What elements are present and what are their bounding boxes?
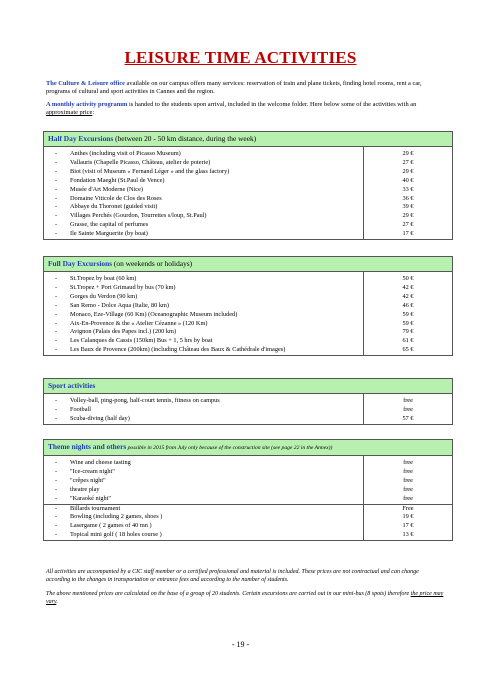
activity-price: 42 € [364,284,453,293]
monthly-programm-label: A monthly activity programm [46,101,128,108]
activity-price: 57 € [364,415,453,424]
theme-title: Theme nights and others [48,442,127,451]
activity-name: theatre play [70,485,100,493]
activity-name: Scuba-diving (half day) [70,414,130,422]
activity-name: Domaine Viticole de Clos des Roses [70,194,162,202]
activity-price: free [364,406,453,415]
bullet-dash: - [54,158,58,166]
table-row [44,328,452,337]
bullet-dash: - [54,328,58,336]
bullet-dash: - [54,212,58,220]
activity-price: free [364,468,453,477]
activity-name: Fondation Maeght (St.Paul de Vence) [70,176,165,184]
activity-name: Avignon (Palais des Papes incl.) (200 km) [70,328,177,336]
table-row [44,230,452,239]
activity-price: free [364,394,453,406]
table-row [44,468,452,477]
activity-price: 65 € [364,346,453,355]
bullet-dash: - [54,397,58,404]
table-row [44,486,452,495]
intro-p2-end: : [92,109,95,116]
intro-paragraph-1 [46,80,446,96]
table-row [44,477,452,486]
footnote-prices [46,590,444,606]
activity-name: Monaco, Eze-Village (60 Km) (Oceanographic Museum included) [70,310,238,318]
full-day-subtitle: (on weekends or holidays) [112,259,193,268]
table-row [44,531,452,540]
table-row [44,272,452,284]
activity-price: free [364,477,453,486]
bullet-dash: - [54,459,58,466]
bullet-dash: - [54,185,58,193]
bullet-dash: - [54,405,58,413]
sport-header [44,379,452,394]
bullet-dash: - [54,531,58,539]
activity-name: St.Tropez + Port Grimaud by bus (70 km) [70,283,176,291]
culture-office-label: The Culture & Leisure office [46,80,125,87]
activity-price: 79 € [364,328,453,337]
theme-note: possible in 2015 from July only because of the construction site (see page 22 in the Annex)) [126,445,333,451]
activity-name: Volley-ball, ping-pong, half-court tennis, fitness on campus [70,397,220,404]
bullet-dash: - [54,467,58,475]
table-row [44,302,452,311]
activity-price: 17 € [364,522,453,531]
activity-price: Free [364,504,453,513]
bullet-dash: - [54,292,58,300]
table-row [44,177,452,186]
half-day-table [44,147,452,239]
activity-price: 50 € [364,272,453,284]
activity-price: 39 € [364,203,453,212]
table-row [44,221,452,230]
activity-name: Gorges du Verdon (90 km) [70,292,138,300]
half-day-title: Half Day Excursions [48,134,114,143]
sport-section [43,378,453,425]
activity-name: Football [70,405,91,413]
bullet-dash: - [54,513,58,521]
activity-price: 36 € [364,195,453,204]
activity-name: Aix-En-Provence & the « Atelier Cézanne » (120 Km) [70,319,208,327]
table-row [44,168,452,177]
activity-price: 33 € [364,186,453,195]
table-row [44,186,452,195]
bullet-dash: - [54,150,58,157]
activity-name: San Remo - Dolce Aqua (Italie, 80 km) [70,301,169,309]
bullet-dash: - [54,194,58,202]
bullet-dash: - [54,283,58,291]
activity-price: 13 € [364,531,453,540]
footnote-prices-text: The above mentioned prices are calculated on the base of a group of 20 students. Certain excursions are carried out in our mini-bus (8 spots) therefore [46,591,411,597]
activity-name: Les Calanques de Cassis (150km) Bus + 1, 5 hrs by boat [70,337,213,345]
sport-table [44,394,452,424]
activity-name: "crêpes night" [70,476,106,484]
activity-price: 40 € [364,177,453,186]
full-day-header [44,257,452,272]
table-row [44,284,452,293]
activity-name: Ile Sainte Marguerite (by boat) [70,230,148,238]
activity-name: Les Baux de Provence (200km) (including Château des Baux & Cathédrale d'images) [70,346,286,354]
activity-name: Topical mini golf ( 18 holes course ) [70,531,162,539]
activity-price: 27 € [364,159,453,168]
activity-name: Abbaye du Thoronet (guided visit) [70,203,158,211]
bullet-dash: - [54,476,58,484]
table-row [44,311,452,320]
table-row [44,293,452,302]
table-row [44,495,452,504]
table-row [44,147,452,159]
bullet-dash: - [54,319,58,327]
activity-price: free [364,486,453,495]
page-number: - 19 - [231,640,250,649]
activity-name: Wine and cheese tasting [70,459,131,466]
activity-price: 61 € [364,337,453,346]
activity-name: St.Tropez by boat (60 km) [70,275,137,282]
activity-name: Vallauris (Chapelle Picasso, Château, atelier de poterie) [70,158,211,166]
bullet-dash: - [54,230,58,238]
full-day-section [43,256,453,356]
activity-price: 27 € [364,221,453,230]
half-day-header [44,132,452,147]
bullet-dash: - [54,310,58,318]
sport-title: Sport activities [48,381,96,390]
intro-p2-text: is handed to the students upon arrival, included in the welcome folder. Here below some of the activities with an [127,101,417,108]
bullet-dash: - [54,301,58,309]
table-row [44,346,452,355]
intro-paragraph-2 [46,101,446,117]
activity-name: Billards tournament [68,504,364,513]
table-row [44,195,452,204]
table-row [44,394,452,406]
intro-p1-text: available on our campus offers many services: reservation of train and plane tickets, finding hotel rooms, rent a car, programs of cultural and sport activities in Cannes and the region. [46,80,422,95]
activity-price: 42 € [364,293,453,302]
activity-price: 29 € [364,168,453,177]
table-row [44,504,452,513]
activity-name: Anthes (including visit of Picasso Museum) [70,150,181,157]
approximate-price-text: approximate price [46,109,93,116]
activity-price: 29 € [364,212,453,221]
bullet-dash: - [54,275,58,282]
table-row [44,513,452,522]
table-row [44,415,452,424]
table-row [44,522,452,531]
full-day-title: Full Day Excursions [48,259,113,268]
bullet-dash: - [54,494,58,502]
bullet-dash: - [44,504,68,513]
activity-name: Lasergame ( 2 games of 40 mn ) [70,522,152,530]
footnote-prices-end: . [56,599,58,605]
bullet-dash: - [54,522,58,530]
table-row [44,406,452,415]
activity-name: Musée d'Art Moderne (Nice) [70,185,143,193]
bullet-dash: - [54,221,58,229]
bullet-dash: - [54,167,58,175]
activity-name: "Karaoké night" [70,494,111,502]
theme-section [43,439,453,541]
bullet-dash: - [54,337,58,345]
activity-price: 17 € [364,230,453,239]
table-row [44,456,452,468]
theme-table [44,456,452,540]
price-may-vary-text: the price may vary [46,591,444,605]
activity-name: "Ice-cream night" [70,467,115,475]
activity-name: Grasse, the capital of perfumes [70,221,149,229]
activity-price: free [364,495,453,504]
activity-name: Villages Perchés (Gourdon, Tourrettes s/loup, St.Paul) [70,212,207,220]
footnote-accompanied: All activities are accompanied by a CIC staff member or a certified professional and material is included. These prices are not contractual and can change according to the changes in transportation or entrance fees and according to the number of students. [46,569,419,583]
table-row [44,320,452,329]
activity-name: Biot (visit of Museum « Fernand Léger » and the glass factory) [70,167,230,175]
activity-price: 59 € [364,311,453,320]
table-row [44,212,452,221]
activity-price: 59 € [364,320,453,329]
table-row [44,203,452,212]
half-day-subtitle: (between 20 - 50 km distance, during the week) [113,134,257,143]
bullet-dash: - [54,414,58,422]
activity-price: 29 € [364,147,453,159]
activity-price: 19 € [364,513,453,522]
table-row [44,337,452,346]
bullet-dash: - [54,176,58,184]
full-day-table [44,272,452,355]
page-title: LEISURE TIME ACTIVITIES [124,48,357,67]
activity-price: 46 € [364,302,453,311]
half-day-section [43,131,453,240]
bullet-dash: - [54,485,58,493]
bullet-dash: - [54,346,58,354]
activity-price: free [364,456,453,468]
table-row [44,159,452,168]
bullet-dash: - [54,203,58,211]
activity-name: Bowling (including 2 games, shoes ) [70,513,163,521]
theme-header [44,440,452,456]
